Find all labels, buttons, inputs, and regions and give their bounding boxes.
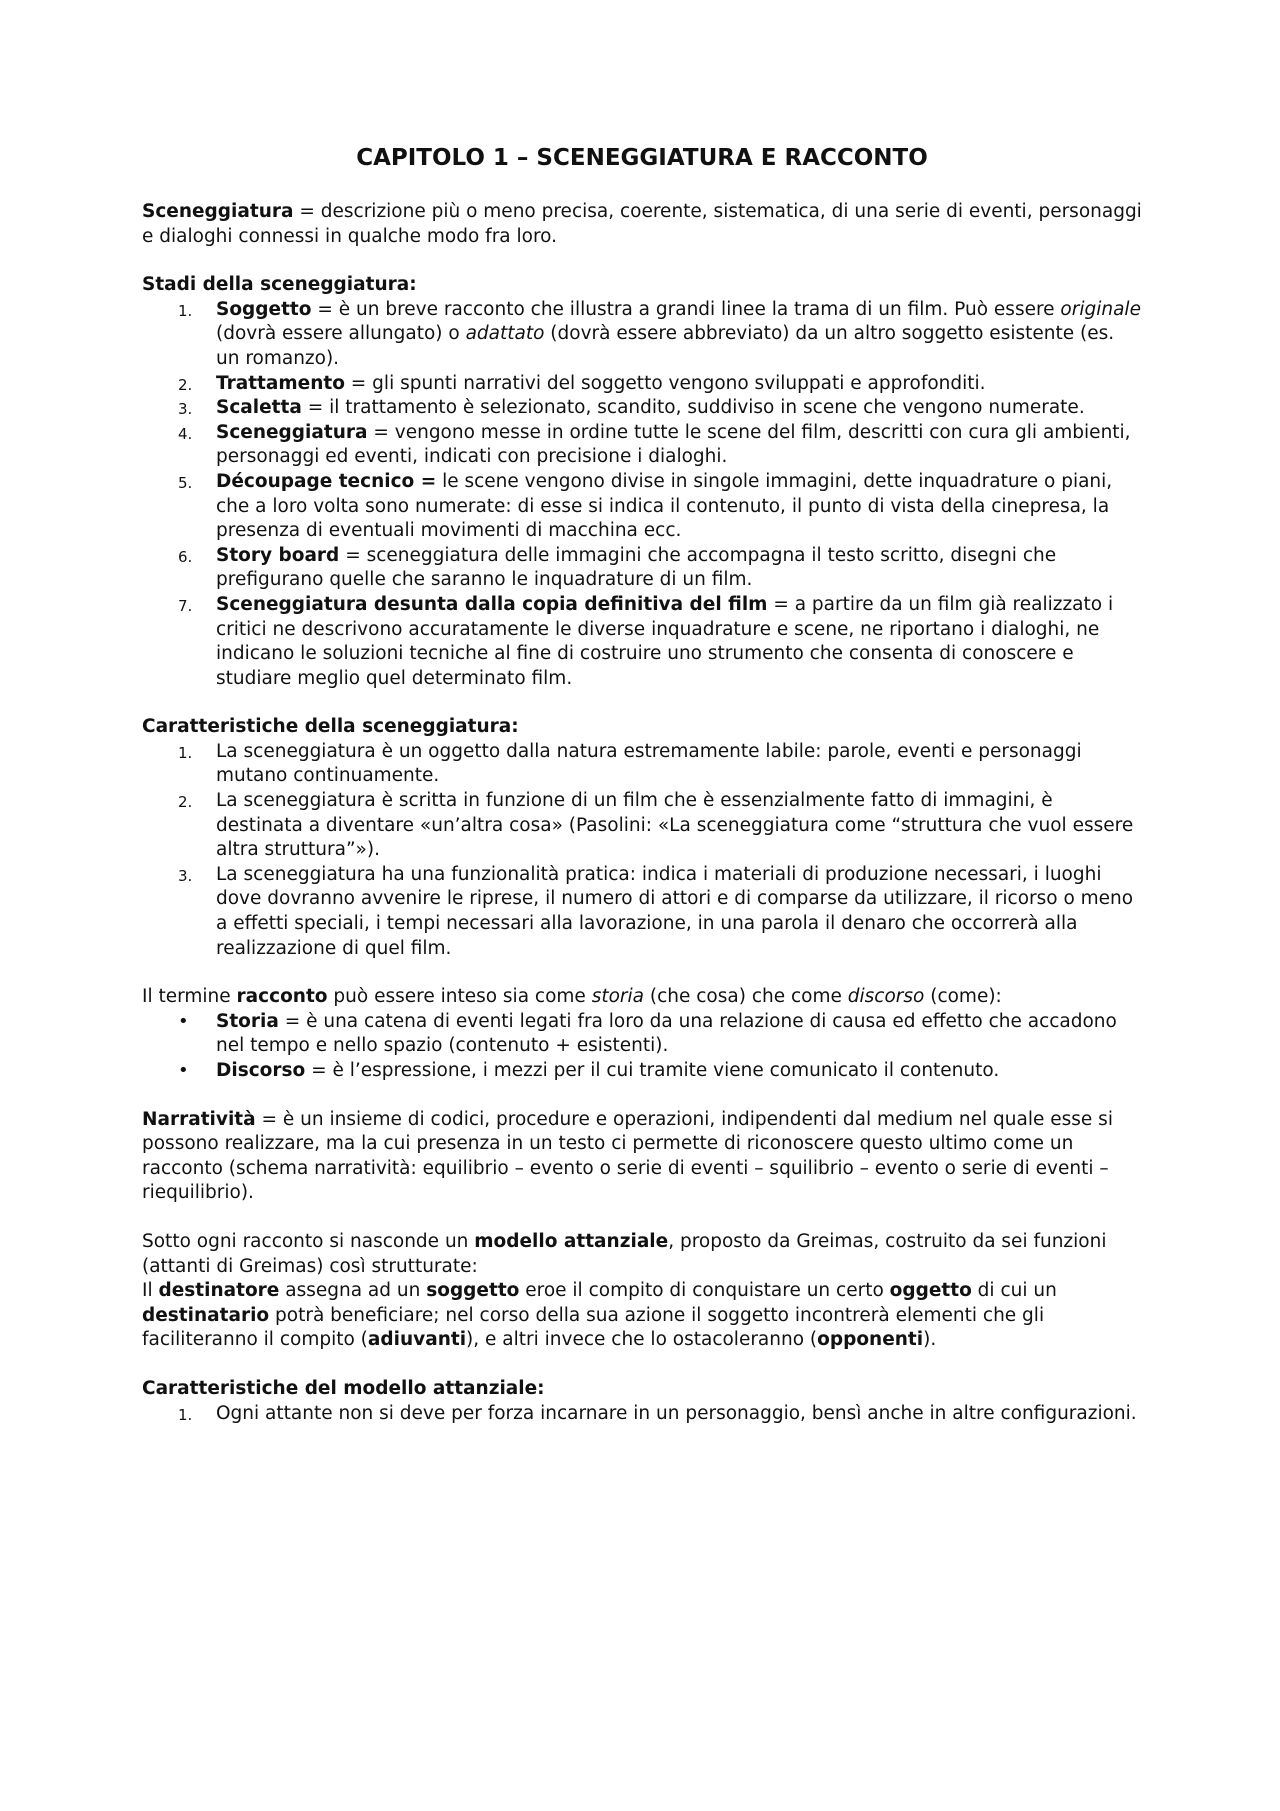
item-text: = sceneggiatura delle immagini che accompagna il testo scritto, disegni che prefigurano quelle che saranno le inquadrature di un film. [216,544,1057,591]
item-term: Sceneggiatura desunta dalla copia definitiva del film [216,593,768,615]
racconto-text: Il termine [142,986,237,1008]
item-text: (dovrà essere allungato) o [216,323,466,345]
racconto-section [142,985,1142,1083]
list-number: 2. [178,375,193,394]
item-term: Scaletta [216,397,302,419]
list-number: 1. [178,743,193,762]
modello-term: oggetto [889,1280,972,1302]
list-item [142,396,1142,421]
intro-term: Sceneggiatura [142,201,294,222]
racconto-italic: storia [591,986,644,1008]
modello-term: modello attanziale [474,1230,669,1252]
modello-section [142,1230,1142,1353]
list-item [142,298,1142,372]
list-number: 2. [178,793,193,812]
narrativita-text: = è un insieme di codici, procedure e operazioni, indipendenti dal medium nel quale esse si possono realizzare, ma la cui presenza in un testo ci permette di riconoscere questo ultimo come un racconto (schema narratività: equilibrio – evento o serie di eventi – squilibrio – evento o serie di eventi – riequilibrio). [142,1108,1113,1204]
item-text: (dovrà essere abbreviato) da un altro soggetto esistente (es. un romanzo). [216,323,1115,369]
list-number: 6. [178,547,193,566]
racconto-list [142,1010,1142,1084]
modello-text: Il [142,1280,159,1302]
stadi-section [142,273,1142,691]
stadi-list [142,298,1142,692]
narrativita-term: Narratività [142,1108,256,1130]
list-number: 1. [178,301,193,320]
item-text: La sceneggiatura ha una funzionalità pratica: indica i materiali di produzione necessari, i luoghi dove dovranno avvenire le riprese, il numero di attori e di comparse da utilizzare, il ricorso o meno a effetti speciali, i tempi necessari alla lavorazione, in una parola il denaro che occorrerà alla realizzazione di quel film. [216,863,1134,959]
modello-text: assegna ad un [279,1280,427,1302]
list-number: 1. [178,1405,193,1424]
modello-detail-paragraph [142,1279,1142,1353]
list-item [142,1402,1142,1427]
modello-caratteristiche-heading: Caratteristiche del modello attanziale: [142,1377,545,1399]
modello-term: opponenti [817,1329,924,1351]
list-item [142,863,1142,961]
narrativita-paragraph [142,1108,1142,1206]
stadi-heading: Stadi della sceneggiatura: [142,274,417,296]
modello-term: soggetto [426,1280,520,1302]
document-page [142,143,1142,1450]
modello-text: Sotto ogni racconto si nasconde un [142,1230,475,1252]
modello-caratteristiche-list [142,1402,1142,1427]
modello-text: ). [923,1329,937,1351]
modello-text: , proposto da Greimas, costruito da sei funzioni (attanti di Greimas) così strutturate: [142,1230,1107,1277]
item-text: = il trattamento è selezionato, scandito, suddiviso in scene che vengono numerate. [301,397,1085,419]
list-number: 4. [178,424,193,443]
list-number: 3. [178,866,193,885]
item-term: Sceneggiatura [216,421,368,443]
list-number: 5. [178,473,193,492]
item-term: Storia [216,1010,279,1032]
item-text: le scene vengono divise in singole immagini, dette inquadrature o piani, che a loro volta sono numerate: di esse si indica il contenuto, il punto di vista della cinepresa, la presenza di eventuali movimenti di macchina ecc. [216,470,1113,542]
item-text: = è un breve racconto che illustra a grandi linee la trama di un film. Può essere [311,298,1061,320]
list-item [142,1059,1142,1084]
list-item [142,1010,1142,1059]
item-text: Ogni attante non si deve per forza incarnare in un personaggio, bensì anche in altre configurazioni. [216,1402,1137,1424]
item-term: Story board [216,544,340,566]
item-italic: adattato [465,323,545,345]
modello-text: ), e altri invece che lo ostacoleranno ( [466,1329,818,1351]
item-text: = a partire da un film già realizzato i critici ne descrivono accuratamente le diverse inquadrature e scene, ne riportano i dialoghi, ne indicano le soluzioni tecniche al fine di costruire uno strumento che consenta di conoscere e studiare meglio quel determinato film. [216,593,1114,689]
list-item [142,470,1142,544]
item-text: = vengono messe in ordine tutte le scene del film, descritti con cura gli ambienti, personaggi ed eventi, indicati con precisione i dialoghi. [216,421,1131,468]
item-term: Découpage tecnico = [216,470,437,492]
racconto-text: (come): [924,986,1002,1008]
racconto-italic: discorso [847,986,925,1008]
item-italic: originale [1060,298,1141,320]
list-item [142,593,1142,691]
list-number: 3. [178,400,193,419]
racconto-term: racconto [236,986,328,1008]
modello-term: destinatario [142,1304,270,1326]
list-item [142,789,1142,863]
racconto-text: può essere inteso sia come [327,986,592,1008]
caratteristiche-list [142,740,1142,961]
item-term: Soggetto [216,298,312,320]
list-item [142,544,1142,593]
item-term: Discorso [216,1060,306,1081]
modello-caratteristiche-section [142,1377,1142,1426]
page-title: CAPITOLO 1 – SCENEGGIATURA E RACCONTO [356,145,928,171]
list-item [142,421,1142,470]
bullet-icon: • [178,1060,189,1081]
item-text: = è l’espressione, i mezzi per il cui tramite viene comunicato il contenuto. [305,1060,1000,1081]
modello-text: di cui un [971,1280,1057,1302]
modello-text: potrà beneficiare; nel corso della sua azione il soggetto incontrerà elementi che gli faciliteranno il compito ( [142,1304,1045,1351]
item-text: La sceneggiatura è scritta in funzione di un film che è essenzialmente fatto di immagini, è destinata a diventare «un’altra cosa» (Pasolini: «La sceneggiatura come “struttura che vuol essere altra struttura”»). [216,790,1134,861]
intro-text: = descrizione più o meno precisa, coerente, sistematica, di una serie di eventi, personaggi e dialoghi connessi in qualche modo fra loro. [142,201,1142,247]
item-text: = è una catena di eventi legati fra loro da una relazione di causa ed effetto che accadono nel tempo e nello spazio (contenuto + esistenti). [216,1010,1117,1057]
intro-paragraph [142,200,1142,249]
item-text: = gli spunti narrativi del soggetto vengono sviluppati e approfonditi. [344,372,986,394]
list-item [142,740,1142,789]
racconto-paragraph [142,985,1142,1010]
item-text: La sceneggiatura è un oggetto dalla natura estremamente labile: parole, eventi e personaggi mutano continuamente. [216,740,1082,787]
caratteristiche-section [142,715,1142,961]
modello-paragraph [142,1230,1142,1279]
bullet-icon: • [178,1010,189,1032]
list-item [142,372,1142,397]
caratteristiche-heading: Caratteristiche della sceneggiatura: [142,716,519,738]
modello-term: destinatore [158,1280,280,1302]
modello-term: adiuvanti [367,1329,467,1351]
modello-text: eroe il compito di conquistare un certo [519,1280,890,1302]
list-number: 7. [178,596,193,615]
item-term: Trattamento [216,372,345,394]
racconto-text: (che cosa) che come [644,986,848,1008]
